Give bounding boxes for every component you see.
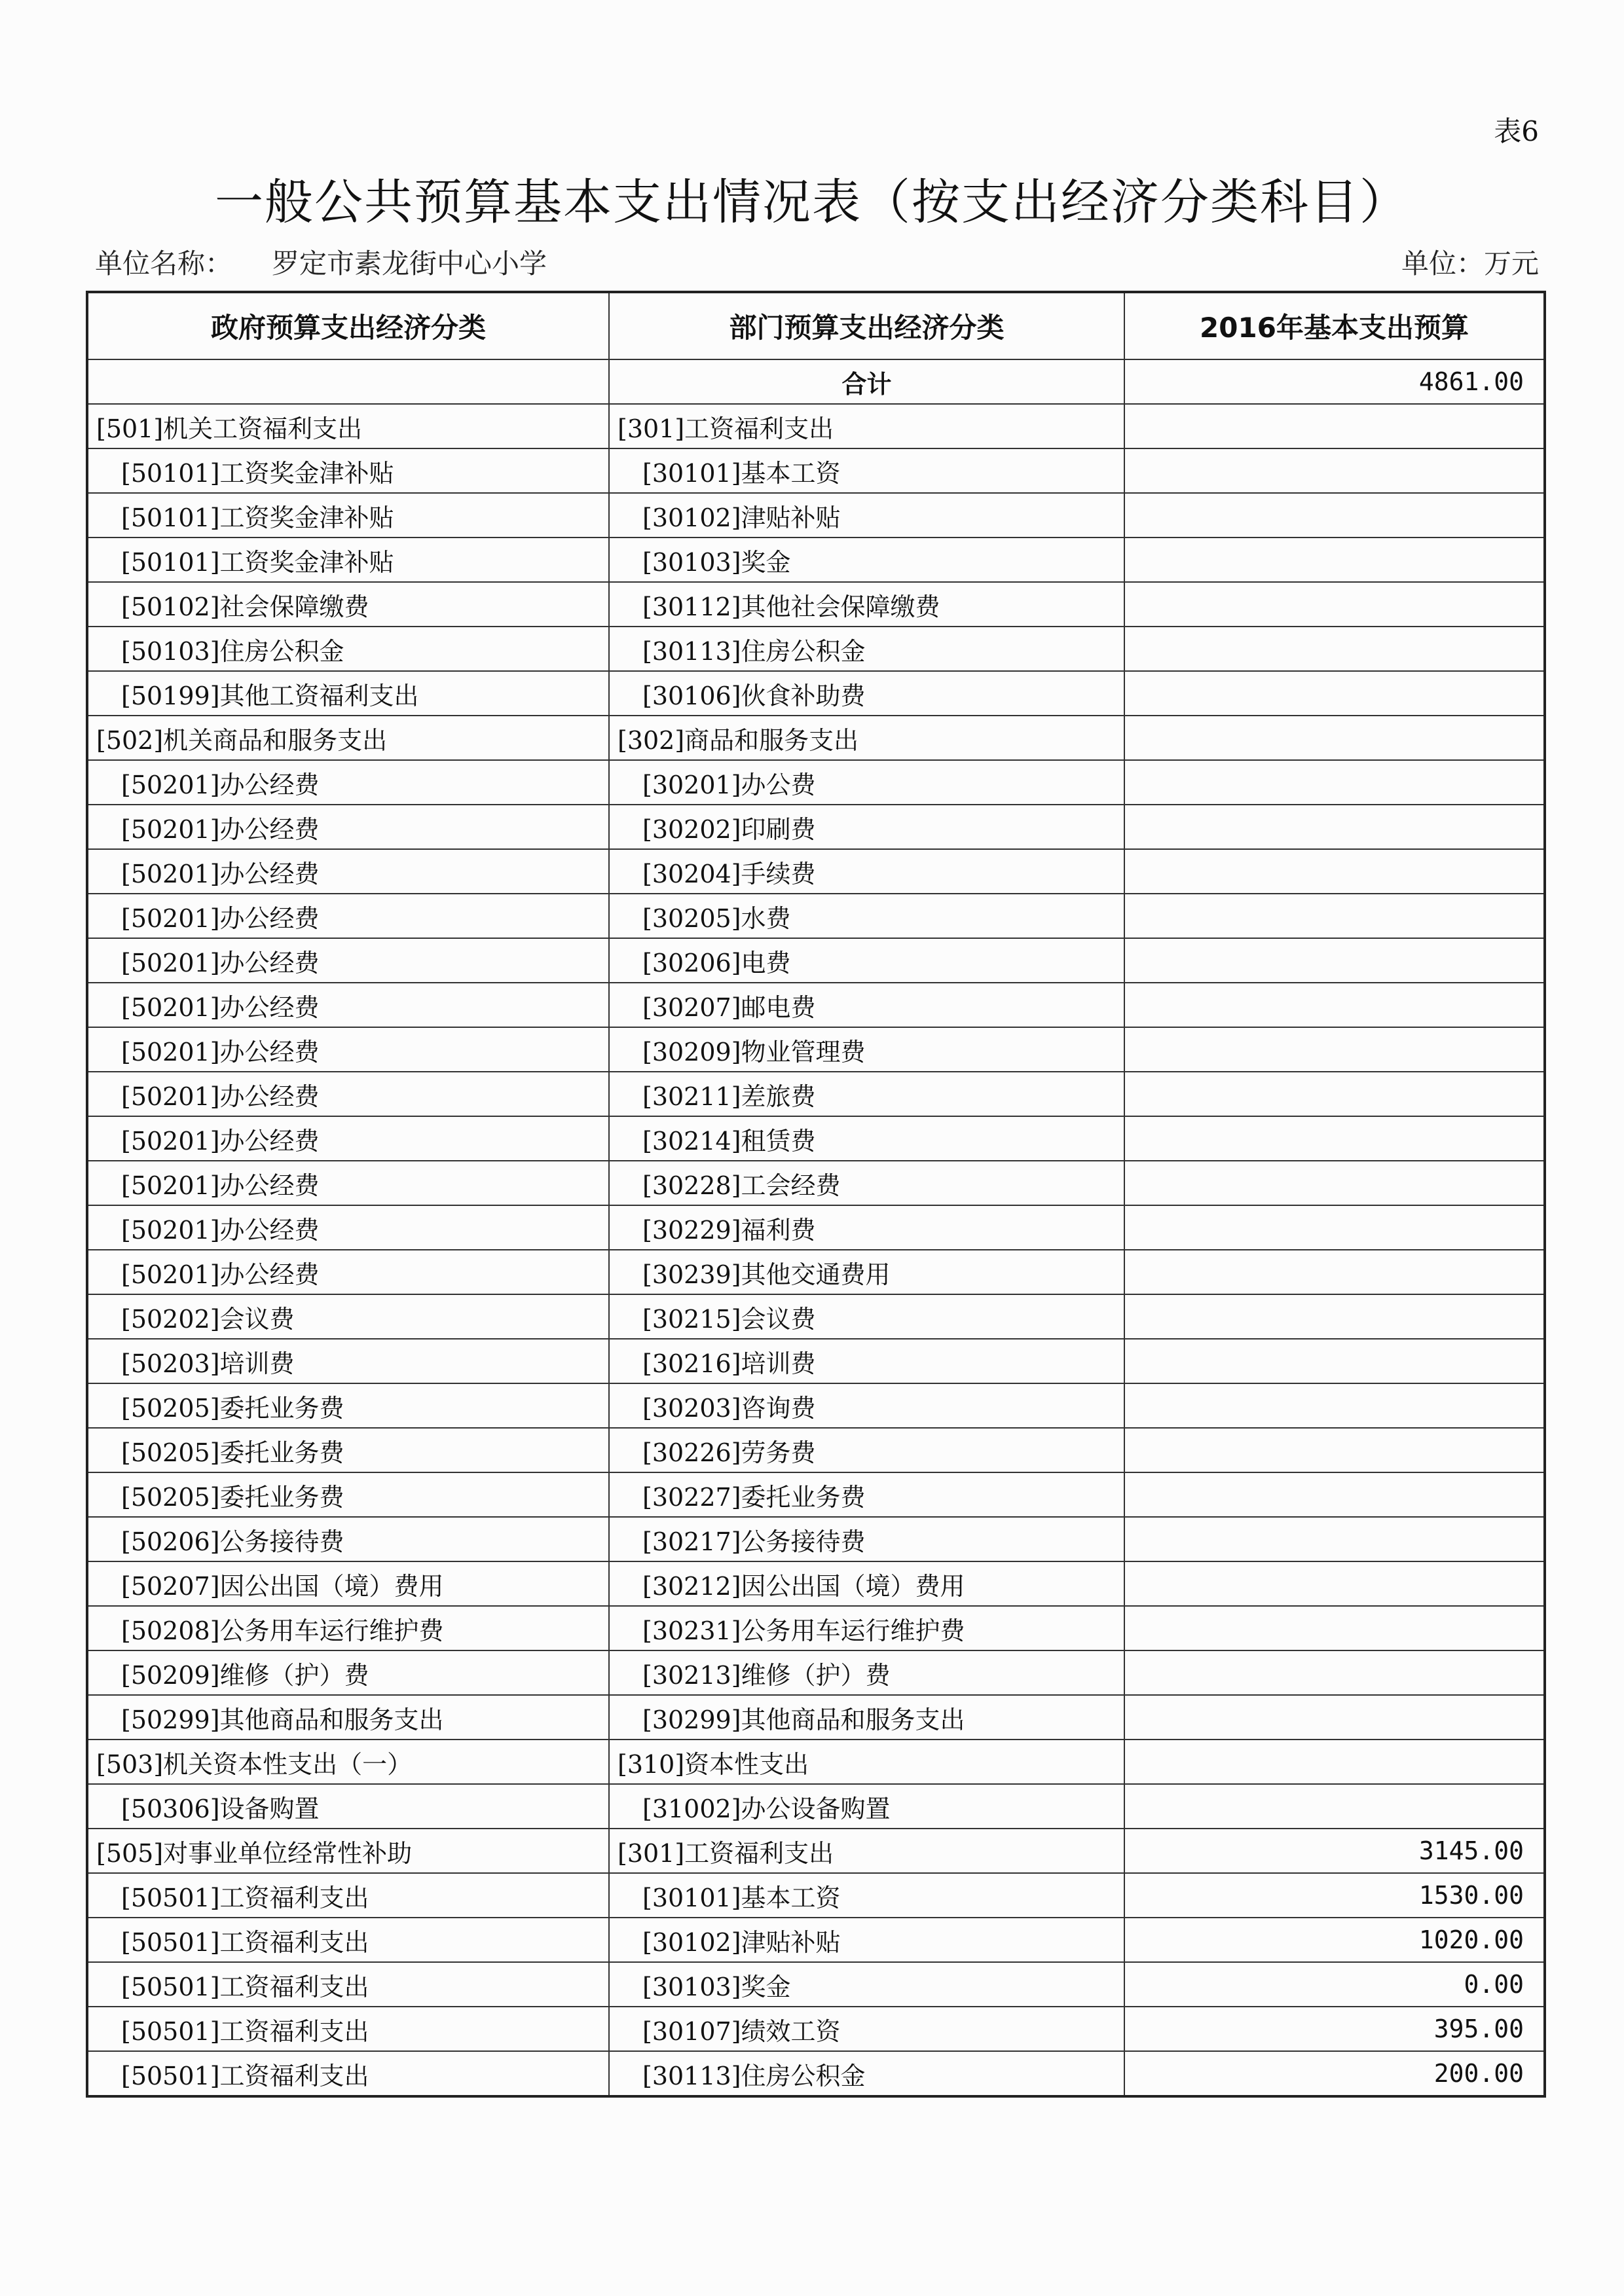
unit-name-field	[95, 242, 547, 282]
gov-classification-cell: [505]对事业单位经常性补助	[87, 1829, 609, 1873]
dept-classification-cell: [30209]物业管理费	[609, 1027, 1124, 1072]
table-row	[87, 1161, 1545, 1205]
dept-classification-cell: [30217]公务接待费	[609, 1517, 1124, 1561]
table-row	[87, 716, 1545, 760]
dept-classification-cell: [30207]邮电费	[609, 983, 1124, 1027]
budget-amount-cell: 3145.00	[1124, 1829, 1545, 1873]
total-empty-cell	[87, 359, 609, 404]
gov-classification-cell: [50501]工资福利支出	[87, 2007, 609, 2051]
gov-classification-cell: [50202]会议费	[87, 1294, 609, 1339]
dept-classification-cell: [30101]基本工资	[609, 448, 1124, 493]
dept-classification-cell: [30113]住房公积金	[609, 2051, 1124, 2096]
header-dept-classification: 部门预算支出经济分类	[609, 292, 1124, 359]
gov-classification-cell: [50205]委托业务费	[87, 1383, 609, 1428]
dept-classification-cell: [30231]公务用车运行维护费	[609, 1606, 1124, 1650]
table-row	[87, 627, 1545, 671]
table-row	[87, 1027, 1545, 1072]
gov-classification-cell: [50201]办公经费	[87, 760, 609, 805]
table-row	[87, 1561, 1545, 1606]
document-meta	[88, 247, 1539, 287]
budget-amount-cell	[1124, 1116, 1545, 1161]
table-row	[87, 983, 1545, 1027]
dept-classification-cell: [30201]办公费	[609, 760, 1124, 805]
budget-amount-cell	[1124, 1250, 1545, 1294]
gov-classification-cell: [503]机关资本性支出（一）	[87, 1740, 609, 1784]
gov-classification-cell: [50199]其他工资福利支出	[87, 671, 609, 716]
budget-amount-cell	[1124, 1740, 1545, 1784]
gov-classification-cell: [50201]办公经费	[87, 1027, 609, 1072]
table-row	[87, 1962, 1545, 2007]
table-row	[87, 1116, 1545, 1161]
table-row	[87, 1339, 1545, 1383]
gov-classification-cell: [50205]委托业务费	[87, 1472, 609, 1517]
dept-classification-cell: [310]资本性支出	[609, 1740, 1124, 1784]
table-row	[87, 1695, 1545, 1740]
gov-classification-cell: [50201]办公经费	[87, 894, 609, 938]
budget-amount-cell	[1124, 1784, 1545, 1829]
table-row	[87, 1428, 1545, 1472]
dept-classification-cell: [30227]委托业务费	[609, 1472, 1124, 1517]
dept-classification-cell: [30216]培训费	[609, 1339, 1124, 1383]
budget-amount-cell	[1124, 983, 1545, 1027]
budget-amount-cell	[1124, 1383, 1545, 1428]
dept-classification-cell: [301]工资福利支出	[609, 404, 1124, 448]
gov-classification-cell: [50501]工资福利支出	[87, 1873, 609, 1918]
gov-classification-cell: [502]机关商品和服务支出	[87, 716, 609, 760]
budget-amount-cell	[1124, 404, 1545, 448]
gov-classification-cell: [50203]培训费	[87, 1339, 609, 1383]
gov-classification-cell: [50201]办公经费	[87, 1161, 609, 1205]
header-gov-classification: 政府预算支出经济分类	[87, 292, 609, 359]
table-row	[87, 1829, 1545, 1873]
table-number-label: 表6	[1494, 115, 1539, 147]
table-row	[87, 1606, 1545, 1650]
gov-classification-cell: [50206]公务接待费	[87, 1517, 609, 1561]
gov-classification-cell: [50101]工资奖金津补贴	[87, 493, 609, 538]
table-row	[87, 938, 1545, 983]
dept-classification-cell: [30202]印刷费	[609, 805, 1124, 849]
table-row	[87, 404, 1545, 448]
budget-amount-cell	[1124, 1472, 1545, 1517]
dept-classification-cell: [30102]津贴补贴	[609, 1918, 1124, 1962]
budget-amount-cell	[1124, 1339, 1545, 1383]
table-row	[87, 2051, 1545, 2096]
budget-amount-cell	[1124, 538, 1545, 582]
budget-amount-cell	[1124, 1428, 1545, 1472]
gov-classification-cell: [50201]办公经费	[87, 805, 609, 849]
dept-classification-cell: [30204]手续费	[609, 849, 1124, 894]
dept-classification-cell: [30214]租赁费	[609, 1116, 1124, 1161]
unit-name-label: 单位名称：	[95, 247, 233, 280]
budget-amount-cell	[1124, 849, 1545, 894]
dept-classification-cell: [302]商品和服务支出	[609, 716, 1124, 760]
gov-classification-cell: [50201]办公经费	[87, 938, 609, 983]
gov-classification-cell: [50201]办公经费	[87, 1072, 609, 1116]
gov-classification-cell: [50201]办公经费	[87, 849, 609, 894]
table-header-row	[87, 292, 1545, 359]
gov-classification-cell: [50209]维修（护）费	[87, 1650, 609, 1695]
budget-amount-cell	[1124, 805, 1545, 849]
budget-amount-cell	[1124, 716, 1545, 760]
dept-classification-cell: [30226]劳务费	[609, 1428, 1124, 1472]
table-row	[87, 1740, 1545, 1784]
budget-amount-cell	[1124, 1561, 1545, 1606]
table-row	[87, 538, 1545, 582]
table-row	[87, 1873, 1545, 1918]
budget-amount-cell	[1124, 627, 1545, 671]
budget-amount-cell	[1124, 1650, 1545, 1695]
dept-classification-cell: [30213]维修（护）费	[609, 1650, 1124, 1695]
dept-classification-cell: [30103]奖金	[609, 1962, 1124, 2007]
table-row	[87, 805, 1545, 849]
dept-classification-cell: [30107]绩效工资	[609, 2007, 1124, 2051]
dept-classification-cell: [30103]奖金	[609, 538, 1124, 582]
dept-classification-cell: [30102]津贴补贴	[609, 493, 1124, 538]
unit-name-value: 罗定市素龙街中心小学	[272, 247, 547, 280]
gov-classification-cell: [50501]工资福利支出	[87, 1962, 609, 2007]
budget-amount-cell	[1124, 1027, 1545, 1072]
budget-amount-cell: 1020.00	[1124, 1918, 1545, 1962]
header-budget-2016: 2016年基本支出预算	[1124, 292, 1545, 359]
table-row	[87, 448, 1545, 493]
gov-classification-cell: [50201]办公经费	[87, 983, 609, 1027]
table-row	[87, 1918, 1545, 1962]
table-row	[87, 1650, 1545, 1695]
table-row	[87, 1294, 1545, 1339]
total-value: 4861.00	[1124, 359, 1545, 404]
dept-classification-cell: [30203]咨询费	[609, 1383, 1124, 1428]
gov-classification-cell: [50205]委托业务费	[87, 1428, 609, 1472]
gov-classification-cell: [50102]社会保障缴费	[87, 582, 609, 627]
budget-amount-cell	[1124, 1294, 1545, 1339]
dept-classification-cell: [31002]办公设备购置	[609, 1784, 1124, 1829]
dept-classification-cell: [30205]水费	[609, 894, 1124, 938]
gov-classification-cell: [50201]办公经费	[87, 1116, 609, 1161]
budget-amount-cell	[1124, 448, 1545, 493]
gov-classification-cell: [501]机关工资福利支出	[87, 404, 609, 448]
budget-amount-cell	[1124, 1517, 1545, 1561]
dept-classification-cell: [30101]基本工资	[609, 1873, 1124, 1918]
gov-classification-cell: [50101]工资奖金津补贴	[87, 448, 609, 493]
budget-amount-cell	[1124, 1161, 1545, 1205]
budget-table	[86, 291, 1546, 2098]
table-row	[87, 760, 1545, 805]
budget-amount-cell	[1124, 1606, 1545, 1650]
table-row	[87, 1472, 1545, 1517]
table-row	[87, 1383, 1545, 1428]
currency-unit-label: 单位：万元	[1401, 247, 1539, 280]
dept-classification-cell: [30229]福利费	[609, 1205, 1124, 1250]
dept-classification-cell: [30112]其他社会保障缴费	[609, 582, 1124, 627]
gov-classification-cell: [50101]工资奖金津补贴	[87, 538, 609, 582]
page-title: 一般公共预算基本支出情况表（按支出经济分类科目）	[215, 174, 1409, 230]
dept-classification-cell: [30228]工会经费	[609, 1161, 1124, 1205]
gov-classification-cell: [50201]办公经费	[87, 1250, 609, 1294]
gov-classification-cell: [50299]其他商品和服务支出	[87, 1695, 609, 1740]
budget-amount-cell	[1124, 1205, 1545, 1250]
dept-classification-cell: [30239]其他交通费用	[609, 1250, 1124, 1294]
table-row	[87, 582, 1545, 627]
total-label: 合计	[609, 359, 1124, 404]
gov-classification-cell: [50306]设备购置	[87, 1784, 609, 1829]
budget-amount-cell	[1124, 760, 1545, 805]
budget-amount-cell	[1124, 671, 1545, 716]
table-row	[87, 2007, 1545, 2051]
budget-amount-cell	[1124, 582, 1545, 627]
dept-classification-cell: [301]工资福利支出	[609, 1829, 1124, 1873]
budget-amount-cell: 1530.00	[1124, 1873, 1545, 1918]
budget-amount-cell: 395.00	[1124, 2007, 1545, 2051]
budget-amount-cell	[1124, 1695, 1545, 1740]
dept-classification-cell: [30212]因公出国（境）费用	[609, 1561, 1124, 1606]
gov-classification-cell: [50501]工资福利支出	[87, 2051, 609, 2096]
dept-classification-cell: [30299]其他商品和服务支出	[609, 1695, 1124, 1740]
gov-classification-cell: [50207]因公出国（境）费用	[87, 1561, 609, 1606]
table-row	[87, 671, 1545, 716]
dept-classification-cell: [30215]会议费	[609, 1294, 1124, 1339]
gov-classification-cell: [50201]办公经费	[87, 1205, 609, 1250]
dept-classification-cell: [30113]住房公积金	[609, 627, 1124, 671]
table-row	[87, 493, 1545, 538]
total-row	[87, 359, 1545, 404]
gov-classification-cell: [50103]住房公积金	[87, 627, 609, 671]
budget-amount-cell	[1124, 938, 1545, 983]
table-row	[87, 894, 1545, 938]
budget-amount-cell	[1124, 493, 1545, 538]
table-row	[87, 1205, 1545, 1250]
table-row	[87, 1784, 1545, 1829]
dept-classification-cell: [30106]伙食补助费	[609, 671, 1124, 716]
budget-amount-cell	[1124, 1072, 1545, 1116]
table-row	[87, 1250, 1545, 1294]
budget-amount-cell: 200.00	[1124, 2051, 1545, 2096]
table-row	[87, 1517, 1545, 1561]
budget-amount-cell: 0.00	[1124, 1962, 1545, 2007]
dept-classification-cell: [30206]电费	[609, 938, 1124, 983]
dept-classification-cell: [30211]差旅费	[609, 1072, 1124, 1116]
table-row	[87, 849, 1545, 894]
gov-classification-cell: [50208]公务用车运行维护费	[87, 1606, 609, 1650]
budget-amount-cell	[1124, 894, 1545, 938]
table-row	[87, 1072, 1545, 1116]
gov-classification-cell: [50501]工资福利支出	[87, 1918, 609, 1962]
